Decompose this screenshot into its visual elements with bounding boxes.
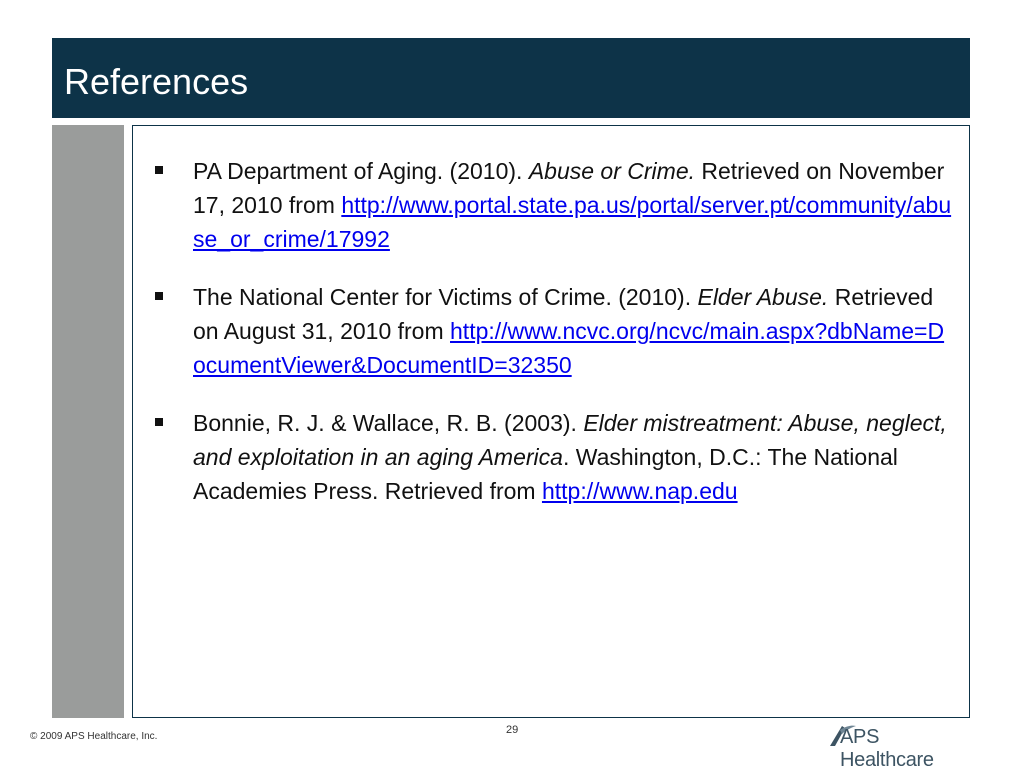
reference-link[interactable]: http://www.nap.edu: [541, 478, 738, 504]
reference-text: Retrieved on August 31, 2010 from: [193, 284, 934, 344]
reference-text: PA Department of Aging. (2010).: [193, 158, 529, 184]
slide-title: References: [64, 61, 249, 102]
reference-title: Abuse or Crime.: [528, 158, 695, 184]
reference-text: The National Center for Victims of Crime. (2010).: [193, 284, 698, 310]
bullet-icon: [155, 418, 163, 426]
logo-text: APS Healthcare: [840, 726, 934, 771]
reference-link[interactable]: http://www.portal.state.pa.us/portal/server.pt/community/abuse_or_crime/17992: [193, 192, 952, 252]
reference-title: Elder Abuse.: [697, 284, 829, 310]
reference-link[interactable]: http://www.ncvc.org/ncvc/main.aspx?dbName=DocumentViewer&DocumentID=32350: [193, 318, 945, 378]
reference-text: Retrieved on November 17, 2010 from: [193, 158, 945, 218]
copyright-text: © 2009 APS Healthcare, Inc.: [30, 731, 158, 742]
reference-item: [155, 280, 955, 382]
reference-list: [155, 154, 955, 532]
bullet-icon: [155, 292, 163, 300]
bullet-icon: [155, 166, 163, 174]
reference-item: [155, 154, 955, 256]
page-number: 29: [506, 724, 519, 736]
reference-title: Elder mistreatment: Abuse, neglect, and exploitation in an aging America: [193, 410, 947, 470]
reference-item: [155, 406, 955, 508]
reference-text: . Washington, D.C.: The National Academies Press. Retrieved from: [193, 444, 898, 504]
aps-logo: [826, 720, 976, 771]
content-box: [132, 125, 970, 718]
side-bar: [52, 125, 124, 718]
reference-text: Bonnie, R. J. & Wallace, R. B. (2003).: [193, 410, 584, 436]
title-bar: [52, 38, 970, 118]
